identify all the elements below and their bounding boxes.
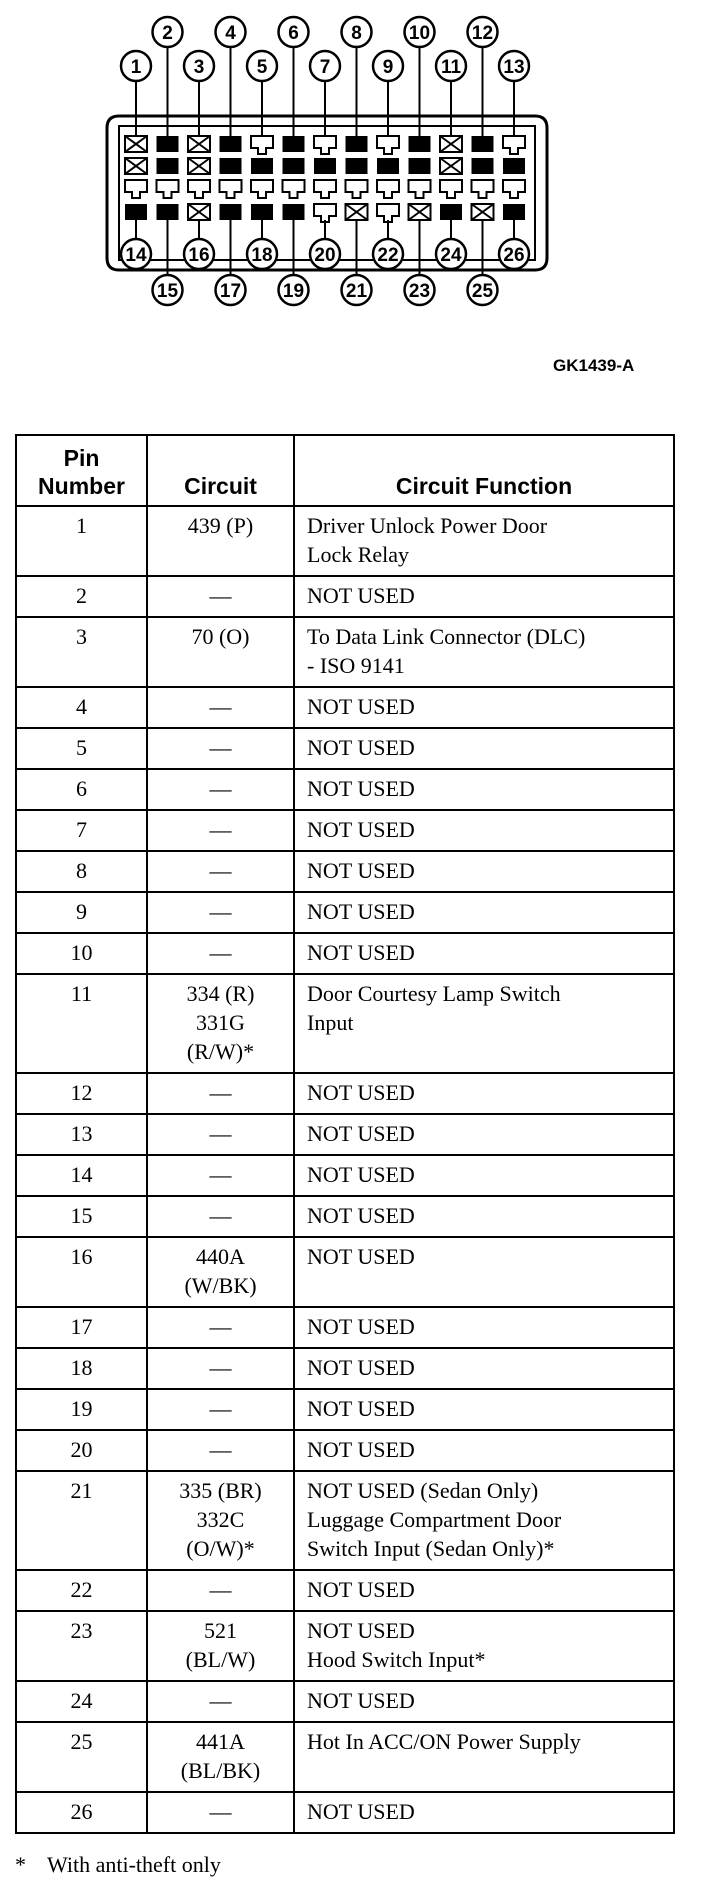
cavity-row-a <box>125 136 147 152</box>
table-row <box>16 1348 674 1389</box>
pin-number-cell: 5 <box>16 728 147 769</box>
cavity-row-a <box>409 136 431 152</box>
circuit-cell <box>147 687 294 728</box>
table-row <box>16 892 674 933</box>
circuit-line: — <box>209 583 232 608</box>
pin-number-cell: 1 <box>16 506 147 576</box>
circuit-function-cell <box>294 933 674 974</box>
circuit-cell <box>147 1307 294 1348</box>
pin-number-cell: 6 <box>16 769 147 810</box>
function-line: - ISO 9141 <box>307 653 405 678</box>
circuit-cell <box>147 617 294 687</box>
table-row <box>16 1307 674 1348</box>
svg-text:26: 26 <box>503 245 525 266</box>
circuit-function-cell <box>294 728 674 769</box>
function-line: NOT USED <box>307 858 415 883</box>
svg-text:19: 19 <box>282 281 305 302</box>
circuit-line: — <box>209 735 232 760</box>
function-line: NOT USED <box>307 1203 415 1228</box>
circuit-cell <box>147 1114 294 1155</box>
svg-text:12: 12 <box>471 23 494 44</box>
function-line: NOT USED <box>307 1396 415 1421</box>
cavity-row-d <box>440 204 462 220</box>
circuit-line: — <box>209 1799 232 1824</box>
table-row <box>16 1237 674 1307</box>
circuit-cell <box>147 810 294 851</box>
circuit-cell <box>147 728 294 769</box>
function-line: Input <box>307 1010 354 1035</box>
circuit-line: 441A <box>196 1729 245 1754</box>
table-row <box>16 1389 674 1430</box>
circuit-line: — <box>209 1396 232 1421</box>
cavity-row-d <box>125 204 147 220</box>
table-row <box>16 851 674 892</box>
circuit-function-cell <box>294 1073 674 1114</box>
function-line: NOT USED <box>307 735 415 760</box>
svg-text:5: 5 <box>256 57 268 78</box>
function-line: NOT USED (Sedan Only) <box>307 1478 539 1503</box>
function-line: NOT USED <box>307 1799 415 1824</box>
function-line: NOT USED <box>307 776 415 801</box>
table-row <box>16 1681 674 1722</box>
cavity-row-b <box>440 158 462 174</box>
table-row <box>16 576 674 617</box>
svg-text:13: 13 <box>503 57 525 78</box>
svg-text:16: 16 <box>188 245 210 266</box>
function-line: To Data Link Connector (DLC) <box>307 624 586 649</box>
circuit-cell <box>147 892 294 933</box>
circuit-line: — <box>209 776 232 801</box>
table-row <box>16 728 674 769</box>
circuit-line: 521 <box>204 1618 237 1643</box>
circuit-function-cell <box>294 617 674 687</box>
table-row <box>16 810 674 851</box>
cavity-row-b <box>503 158 525 174</box>
table-row <box>16 1722 674 1792</box>
svg-text:10: 10 <box>408 23 431 44</box>
function-line: Door Courtesy Lamp Switch <box>307 981 561 1006</box>
circuit-function-cell <box>294 1348 674 1389</box>
table-row <box>16 1792 674 1833</box>
svg-text:17: 17 <box>219 281 242 302</box>
circuit-function-cell <box>294 1611 674 1681</box>
function-line: NOT USED <box>307 1080 415 1105</box>
function-line: NOT USED <box>307 1355 415 1380</box>
cavity-row-d <box>503 204 525 220</box>
table-row <box>16 1471 674 1570</box>
circuit-line: — <box>209 1314 232 1339</box>
cavity-row-d <box>346 204 368 220</box>
function-line: Driver Unlock Power Door <box>307 513 548 538</box>
function-line: NOT USED <box>307 817 415 842</box>
circuit-cell <box>147 1792 294 1833</box>
table-row <box>16 1155 674 1196</box>
circuit-function-cell <box>294 576 674 617</box>
circuit-line: (BL/W) <box>185 1647 256 1672</box>
pin-number-cell: 21 <box>16 1471 147 1570</box>
table-row <box>16 1611 674 1681</box>
pin-number-cell: 22 <box>16 1570 147 1611</box>
footnote-symbol: * <box>15 1852 26 1877</box>
table-row <box>16 1073 674 1114</box>
circuit-line: — <box>209 1162 232 1187</box>
circuit-function-cell <box>294 1681 674 1722</box>
table-row <box>16 933 674 974</box>
circuit-function-cell <box>294 1430 674 1471</box>
circuit-cell <box>147 1722 294 1792</box>
cavity-row-b <box>188 158 210 174</box>
circuit-cell <box>147 1430 294 1471</box>
pin-number-cell: 3 <box>16 617 147 687</box>
cavity-row-a <box>440 136 462 152</box>
cavity-row-a <box>472 136 494 152</box>
svg-text:3: 3 <box>193 57 205 78</box>
circuit-cell <box>147 1681 294 1722</box>
cavity-row-b <box>377 158 399 174</box>
circuit-function-cell <box>294 506 674 576</box>
circuit-line: — <box>209 858 232 883</box>
circuit-function-cell <box>294 1389 674 1430</box>
circuit-function-cell <box>294 1722 674 1792</box>
function-line: Luggage Compartment Door <box>307 1507 562 1532</box>
circuit-line: 332C <box>196 1507 245 1532</box>
function-line: Switch Input (Sedan Only)* <box>307 1536 555 1561</box>
circuit-function-cell <box>294 1570 674 1611</box>
svg-text:23: 23 <box>408 281 431 302</box>
function-line: NOT USED <box>307 899 415 924</box>
pin-number-cell: 10 <box>16 933 147 974</box>
svg-text:4: 4 <box>225 23 236 44</box>
circuit-cell <box>147 1611 294 1681</box>
circuit-line: — <box>209 817 232 842</box>
circuit-function-cell <box>294 851 674 892</box>
circuit-cell <box>147 1196 294 1237</box>
footnote <box>15 1852 221 1878</box>
function-line: Hot In ACC/ON Power Supply <box>307 1729 581 1754</box>
svg-text:22: 22 <box>377 245 399 266</box>
circuit-cell <box>147 769 294 810</box>
pin-number-cell: 24 <box>16 1681 147 1722</box>
pin-number-cell: 18 <box>16 1348 147 1389</box>
circuit-function-cell <box>294 687 674 728</box>
circuit-cell <box>147 933 294 974</box>
circuit-line: — <box>209 1080 232 1105</box>
pin-number-cell: 25 <box>16 1722 147 1792</box>
cavity-row-b <box>125 158 147 174</box>
circuit-function-cell <box>294 1114 674 1155</box>
circuit-line: — <box>209 1577 232 1602</box>
cavity-row-a <box>188 136 210 152</box>
circuit-function-cell <box>294 1307 674 1348</box>
circuit-line: — <box>209 1437 232 1462</box>
circuit-function-cell <box>294 769 674 810</box>
circuit-function-cell <box>294 1792 674 1833</box>
circuit-line: 334 (R) <box>186 981 255 1006</box>
footnote-text: With anti-theft only <box>47 1852 221 1877</box>
circuit-cell <box>147 1237 294 1307</box>
circuit-cell <box>147 506 294 576</box>
pin-number-cell: 9 <box>16 892 147 933</box>
cavity-row-b <box>157 158 179 174</box>
table-row <box>16 617 674 687</box>
cavity-row-d <box>472 204 494 220</box>
function-line: NOT USED <box>307 1618 415 1643</box>
cavity-row-b <box>314 158 336 174</box>
figure-code: GK1439-A <box>553 356 635 375</box>
table-header-row <box>16 435 674 506</box>
function-line: NOT USED <box>307 1577 415 1602</box>
cavity-row-a <box>346 136 368 152</box>
function-line: NOT USED <box>307 1162 415 1187</box>
circuit-cell <box>147 1570 294 1611</box>
circuit-line: — <box>209 1121 232 1146</box>
circuit-cell <box>147 1073 294 1114</box>
circuit-function-cell <box>294 1196 674 1237</box>
cavity-row-a <box>283 136 305 152</box>
circuit-function-cell <box>294 1237 674 1307</box>
svg-text:14: 14 <box>125 245 147 266</box>
cavity-row-d <box>283 204 305 220</box>
pin-number-cell: 15 <box>16 1196 147 1237</box>
svg-text:11: 11 <box>440 57 462 78</box>
circuit-cell <box>147 974 294 1073</box>
circuit-line: — <box>209 1688 232 1713</box>
circuit-cell <box>147 1389 294 1430</box>
circuit-cell <box>147 1155 294 1196</box>
circuit-function-cell <box>294 1155 674 1196</box>
circuit-function-cell <box>294 974 674 1073</box>
circuit-function-cell <box>294 810 674 851</box>
function-line: Hood Switch Input* <box>307 1647 486 1672</box>
connector-pinout-diagram <box>95 8 555 348</box>
cavity-row-d <box>188 204 210 220</box>
svg-text:9: 9 <box>382 57 394 78</box>
circuit-line: — <box>209 899 232 924</box>
circuit-line: 440A <box>196 1244 245 1269</box>
circuit-line: (W/BK) <box>184 1273 257 1298</box>
pin-number-cell: 4 <box>16 687 147 728</box>
function-line: NOT USED <box>307 1121 415 1146</box>
cavity-row-d <box>251 204 273 220</box>
svg-text:8: 8 <box>351 23 362 44</box>
pin-number-cell: 2 <box>16 576 147 617</box>
cavity-row-b <box>283 158 305 174</box>
pin-number-cell: 16 <box>16 1237 147 1307</box>
header-circuit-function: Circuit Function <box>294 435 674 506</box>
cavity-row-b <box>346 158 368 174</box>
circuit-cell <box>147 576 294 617</box>
svg-text:25: 25 <box>471 281 494 302</box>
pin-number-cell: 23 <box>16 1611 147 1681</box>
pin-number-cell: 20 <box>16 1430 147 1471</box>
circuit-line: 335 (BR) <box>179 1478 262 1503</box>
cavity-row-d <box>409 204 431 220</box>
cavity-row-b <box>220 158 242 174</box>
circuit-line: — <box>209 694 232 719</box>
circuit-function-cell <box>294 892 674 933</box>
circuit-line: (O/W)* <box>186 1536 255 1561</box>
table-row <box>16 1570 674 1611</box>
function-line: NOT USED <box>307 940 415 965</box>
table-row <box>16 1430 674 1471</box>
svg-text:18: 18 <box>251 245 273 266</box>
circuit-cell <box>147 1471 294 1570</box>
pinout-table <box>15 434 675 1834</box>
function-line: Lock Relay <box>307 542 410 567</box>
function-line: NOT USED <box>307 1688 415 1713</box>
circuit-line: 331G <box>196 1010 245 1035</box>
pin-number-cell: 14 <box>16 1155 147 1196</box>
cavity-row-a <box>220 136 242 152</box>
table-row <box>16 769 674 810</box>
pin-number-cell: 7 <box>16 810 147 851</box>
svg-text:1: 1 <box>130 57 142 78</box>
circuit-function-cell <box>294 1471 674 1570</box>
pin-number-cell: 26 <box>16 1792 147 1833</box>
cavity-row-b <box>409 158 431 174</box>
circuit-line: — <box>209 940 232 965</box>
pin-number-cell: 8 <box>16 851 147 892</box>
cavity-row-b <box>251 158 273 174</box>
table-row <box>16 687 674 728</box>
svg-text:20: 20 <box>314 245 336 266</box>
svg-text:7: 7 <box>319 57 331 78</box>
function-line: NOT USED <box>307 1314 415 1339</box>
circuit-line: — <box>209 1203 232 1228</box>
circuit-cell <box>147 851 294 892</box>
function-line: NOT USED <box>307 1437 415 1462</box>
table-row <box>16 1196 674 1237</box>
svg-text:15: 15 <box>156 281 179 302</box>
circuit-line: 439 (P) <box>187 513 254 538</box>
pin-number-cell: 11 <box>16 974 147 1073</box>
function-line: NOT USED <box>307 694 415 719</box>
table-row <box>16 506 674 576</box>
circuit-cell <box>147 1348 294 1389</box>
svg-text:6: 6 <box>288 23 299 44</box>
pin-number-cell: 13 <box>16 1114 147 1155</box>
circuit-line: (R/W)* <box>186 1039 255 1064</box>
function-line: NOT USED <box>307 583 415 608</box>
cavity-row-d <box>157 204 179 220</box>
circuit-line: (BL/BK) <box>180 1758 261 1783</box>
cavity-row-a <box>157 136 179 152</box>
pin-number-cell: 19 <box>16 1389 147 1430</box>
circuit-line: — <box>209 1355 232 1380</box>
table-row <box>16 1114 674 1155</box>
circuit-line: 70 (O) <box>191 624 250 649</box>
svg-text:24: 24 <box>440 245 462 266</box>
header-circuit: Circuit <box>147 435 294 506</box>
header-pin-number: Pin Number <box>16 435 147 506</box>
function-line: NOT USED <box>307 1244 415 1269</box>
pin-number-cell: 12 <box>16 1073 147 1114</box>
svg-text:2: 2 <box>162 23 173 44</box>
svg-text:21: 21 <box>345 281 368 302</box>
cavity-row-d <box>220 204 242 220</box>
table-row <box>16 974 674 1073</box>
cavity-row-b <box>472 158 494 174</box>
pin-number-cell: 17 <box>16 1307 147 1348</box>
